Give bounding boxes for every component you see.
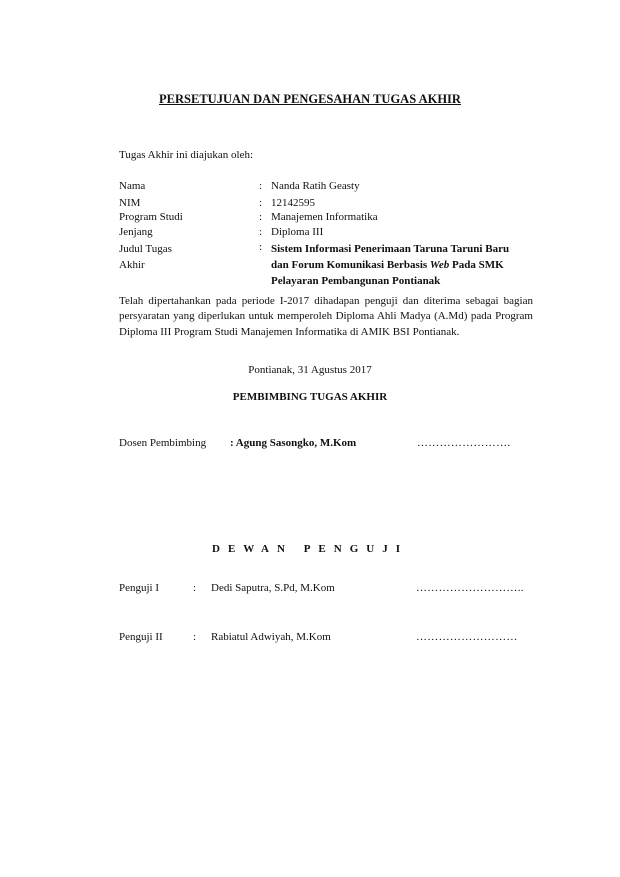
penguji-colon: :	[193, 582, 197, 594]
judul-label-line2: Akhir	[119, 259, 145, 271]
field-value: Manajemen Informatika	[271, 211, 378, 223]
field-value: Diploma III	[271, 226, 324, 238]
signature-dots: …………………….	[417, 437, 511, 449]
dewan-penguji-title: DEWAN PENGUJI	[212, 543, 408, 555]
judul-line2-italic: Web	[429, 259, 450, 271]
penguji-colon: :	[193, 631, 197, 643]
pembimbing-title: PEMBIMBING TUGAS AKHIR	[232, 391, 388, 403]
field-colon: :	[259, 226, 263, 238]
penguji-name: Dedi Saputra, S.Pd, M.Kom	[211, 582, 335, 594]
penguji-label: Penguji I	[119, 582, 160, 594]
penguji-label: Penguji II	[119, 631, 163, 643]
field-label: NIM	[119, 197, 141, 209]
field-label: Jenjang	[119, 226, 153, 238]
date-line: Pontianak, 31 Agustus 2017	[248, 364, 372, 376]
judul-line1: Sistem Informasi Penerimaan Taruna Taruni Baru	[271, 243, 510, 255]
judul-line2-after: Pada SMK	[449, 259, 504, 271]
judul-label-line1: Judul Tugas	[119, 243, 172, 255]
dosen-pembimbing-label: Dosen Pembimbing	[119, 437, 207, 449]
signature-dots: ………………………	[416, 631, 518, 643]
approval-paragraph: Telah dipertahankan pada periode I-2017 dihadapan penguji dan diterima sebagai bagian persyaratan yang diperlukan untuk memperoleh Diploma Ahli Madya (A.Md) pada Program Diploma III Program Studi Manajemen Informatika di AMIK BSI Pontianak.	[119, 295, 533, 338]
penguji-name: Rabiatul Adwiyah, M.Kom	[211, 631, 331, 643]
judul-line2	[271, 257, 541, 273]
field-value: 12142595	[271, 197, 315, 209]
signature-dots: ………………………..	[416, 582, 524, 594]
dosen-pembimbing-value: : Agung Sasongko, M.Kom	[230, 437, 357, 449]
field-colon: :	[259, 197, 263, 209]
field-colon: :	[259, 211, 263, 223]
intro-text: Tugas Akhir ini diajukan oleh:	[119, 149, 254, 161]
judul-label	[119, 241, 172, 273]
judul-line2-before: dan Forum Komunikasi Berbasis	[271, 259, 430, 271]
judul-colon: :	[259, 241, 263, 253]
judul-line3: Pelayaran Pembangunan Pontianak	[271, 275, 441, 287]
field-label: Program Studi	[119, 211, 183, 223]
field-label: Nama	[119, 180, 146, 192]
judul-value	[271, 241, 541, 289]
field-colon: :	[259, 180, 263, 192]
field-value: Nanda Ratih Geasty	[271, 180, 360, 192]
document-title: PERSETUJUAN DAN PENGESAHAN TUGAS AKHIR	[159, 92, 461, 106]
